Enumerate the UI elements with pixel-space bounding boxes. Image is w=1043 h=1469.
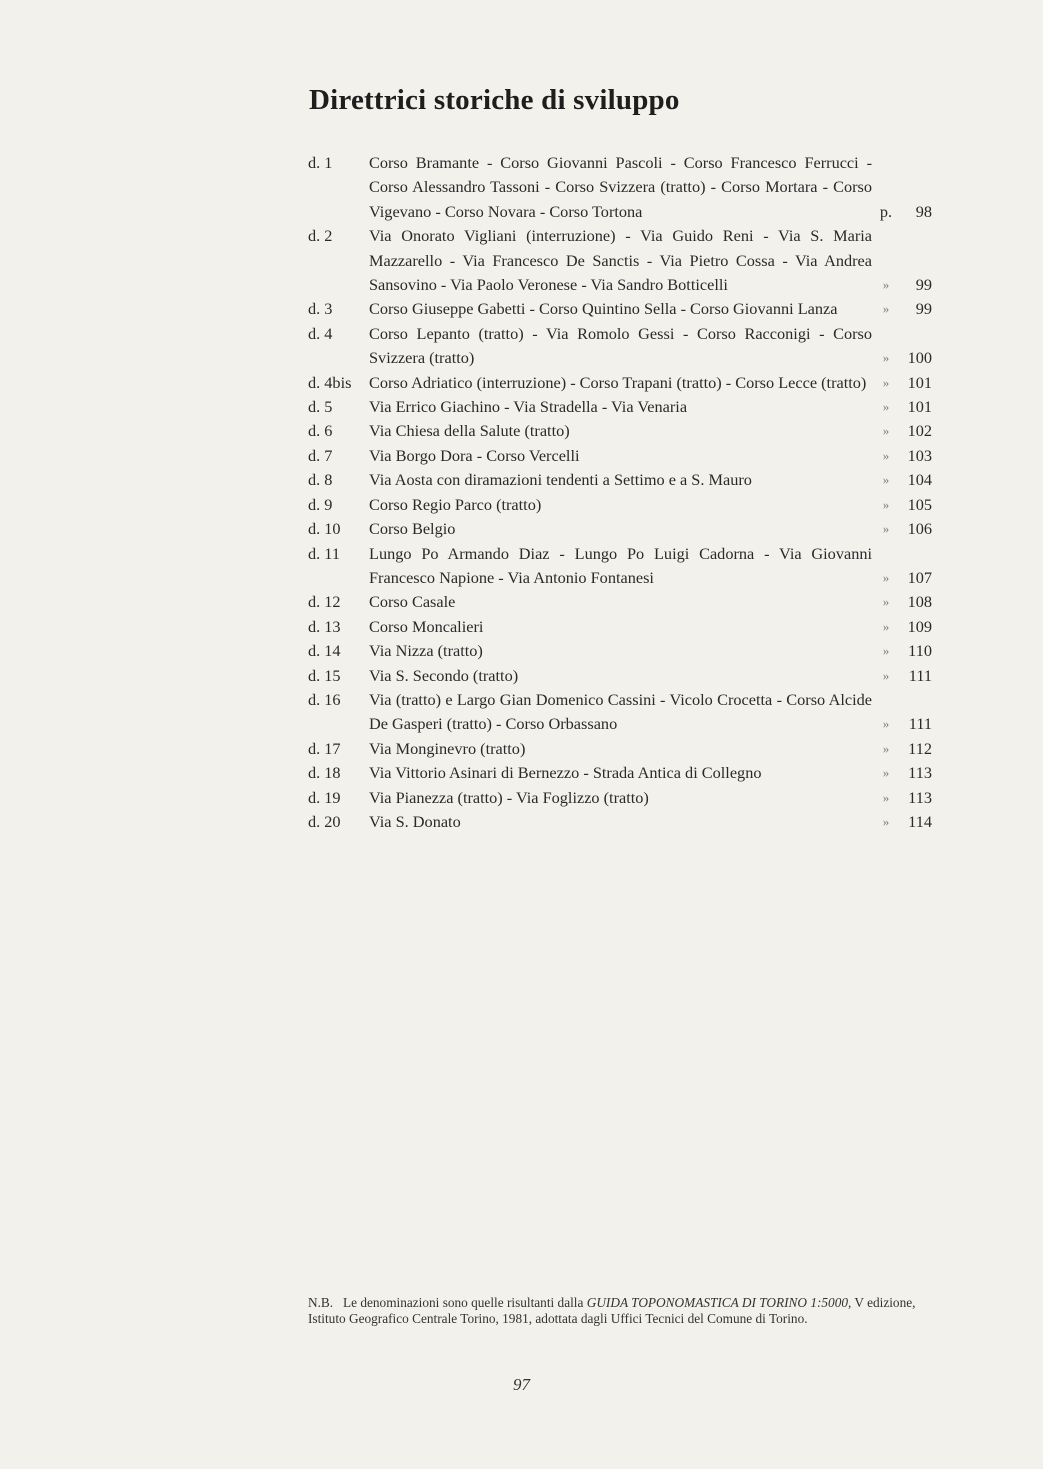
entry-number: d. 11: [308, 543, 340, 563]
entry-page: 112: [908, 738, 932, 758]
entry-number: d. 13: [308, 616, 341, 636]
toc-entry: [308, 395, 948, 419]
entry-page: 99: [915, 275, 932, 295]
footnote: [308, 1295, 940, 1327]
entry-page: 104: [907, 470, 932, 490]
ditto-mark: »: [882, 643, 890, 659]
entry-page: 113: [908, 763, 932, 783]
entry-number: d. 5: [308, 397, 333, 417]
entry-page: 98: [915, 201, 932, 221]
entry-number: d. 12: [308, 592, 341, 612]
entry-page: 102: [907, 421, 932, 441]
entry-number: d. 16: [308, 689, 341, 709]
entry-page: 103: [907, 445, 932, 465]
toc-entry: [308, 688, 948, 737]
entry-number: d. 18: [308, 763, 341, 783]
entry-number: d. 3: [308, 299, 333, 319]
entry-number: d. 7: [308, 445, 333, 465]
ditto-mark: »: [882, 618, 890, 634]
entry-number: d. 20: [308, 811, 341, 831]
entry-number: d. 2: [308, 226, 333, 246]
ditto-mark: »: [882, 716, 890, 732]
ditto-mark: »: [882, 740, 890, 756]
ditto-mark: »: [882, 813, 890, 829]
toc-entry: [308, 224, 948, 297]
entry-page: 101: [907, 372, 932, 392]
entry-number: d. 1: [308, 153, 333, 172]
entry-streets: Via Borgo Dora - Corso Vercelli: [369, 445, 580, 465]
entry-number: d. 17: [308, 738, 341, 758]
entry-page: 107: [907, 567, 932, 587]
toc-entry: [308, 468, 948, 492]
entry-streets: Corso Bramante - Corso Giovanni Pascoli - Corso Francesco Ferrucci - Corso Alessandro Tassoni - Corso Svizzera (tratto) - Corso Mortara - Corso Vigevano - Corso Novara - Corso Tortona: [369, 153, 872, 221]
entry-page: 100: [907, 348, 932, 368]
toc-entry: [308, 786, 948, 810]
entry-number: d. 6: [308, 421, 333, 441]
entry-number: d. 8: [308, 470, 333, 490]
entry-streets: Via Vittorio Asinari di Bernezzo - Strada Antica di Collegno: [369, 763, 762, 783]
entry-streets: Lungo Po Armando Diaz - Lungo Po Luigi Cadorna - Via Giovanni Francesco Napione - Via Antonio Fontanesi: [369, 543, 872, 587]
entry-number: d. 10: [308, 519, 341, 539]
ditto-mark: »: [882, 399, 890, 415]
entry-page: 108: [907, 592, 932, 612]
entry-streets: Via Nizza (tratto): [369, 641, 483, 661]
ditto-mark: »: [882, 472, 890, 488]
entry-page: 109: [907, 616, 932, 636]
entry-streets: Corso Lepanto (tratto) - Via Romolo Gessi - Corso Racconigi - Corso Svizzera (tratto): [369, 323, 872, 368]
ditto-mark: »: [882, 765, 890, 781]
ditto-mark: »: [882, 789, 890, 805]
table-of-contents: [308, 151, 948, 834]
toc-entry: [308, 419, 948, 443]
entry-streets: Via Chiesa della Salute (tratto): [369, 421, 570, 441]
toc-entry: [308, 639, 948, 663]
page-title: Direttrici storiche di sviluppo: [309, 84, 680, 116]
footnote-italic-title: GUIDA TOPONOMASTICA DI TORINO 1:5000: [586, 1295, 848, 1310]
entry-streets: Corso Belgio: [369, 519, 456, 539]
entry-streets: Via Pianezza (tratto) - Via Foglizzo (tratto): [369, 787, 649, 807]
entry-number: d. 9: [308, 494, 333, 514]
ditto-mark: »: [882, 447, 890, 463]
footnote-text-before: Le denominazioni sono quelle risultanti dalla: [343, 1295, 587, 1310]
ditto-mark: »: [882, 374, 890, 390]
entry-streets: Corso Adriatico (interruzione) - Corso Trapani (tratto) - Corso Lecce (tratto): [369, 372, 867, 392]
ditto-mark: »: [882, 423, 890, 439]
toc-entry: [308, 322, 948, 371]
footnote-text-after: , V edizione, Istituto Geografico Centrale Torino, 1981, adottata dagli Uffici Tecnici del Comune di Torino.: [308, 1295, 916, 1326]
entry-streets: Corso Regio Parco (tratto): [369, 494, 542, 514]
toc-entry: [308, 493, 948, 517]
ditto-mark: »: [882, 301, 890, 317]
entry-streets: Corso Casale: [369, 592, 456, 612]
entry-page: 99: [915, 299, 932, 319]
entry-number: d. 19: [308, 787, 341, 807]
entry-page: 105: [907, 494, 932, 514]
entry-page: 106: [907, 519, 932, 539]
toc-entry: [308, 371, 948, 395]
toc-entry: [308, 542, 948, 591]
entry-page: 101: [907, 397, 932, 417]
toc-entry: [308, 444, 948, 468]
ditto-mark: »: [882, 350, 890, 366]
entry-number: d. 4bis: [308, 372, 352, 392]
entry-streets: Via Monginevro (tratto): [369, 738, 526, 758]
footnote-label: N.B.: [308, 1295, 334, 1310]
entry-page: 111: [908, 714, 932, 734]
entry-page: 111: [908, 665, 932, 685]
toc-entry: [308, 151, 948, 224]
ditto-mark: »: [882, 594, 890, 610]
entry-number: d. 14: [308, 641, 341, 661]
toc-entry: [308, 664, 948, 688]
entry-streets: Corso Moncalieri: [369, 616, 484, 636]
entry-page: 110: [908, 641, 932, 661]
entry-number: d. 15: [308, 665, 341, 685]
toc-entry: [308, 590, 948, 614]
entry-streets: Via Errico Giachino - Via Stradella - Via Venaria: [369, 397, 688, 417]
entry-streets: Via Aosta con diramazioni tendenti a Settimo e a S. Mauro: [369, 470, 752, 490]
toc-entry: [308, 615, 948, 639]
toc-entry: [308, 737, 948, 761]
ditto-mark: »: [882, 667, 890, 683]
entry-streets: Via S. Donato: [369, 811, 461, 831]
entry-streets: Corso Giuseppe Gabetti - Corso Quintino Sella - Corso Giovanni Lanza: [369, 299, 838, 319]
ditto-mark: »: [882, 496, 890, 512]
toc-entry: [308, 761, 948, 785]
entry-streets: Via Onorato Vigliani (interruzione) - Via Guido Reni - Via S. Maria Mazzarello - Via Francesco De Sanctis - Via Pietro Cossa - Via Andrea Sansovino - Via Paolo Veronese - Via Sandro Botticelli: [369, 226, 872, 295]
page-abbrev: p.: [879, 201, 893, 221]
toc-entry: [308, 297, 948, 321]
page-number: 97: [513, 1375, 530, 1394]
entry-page: 114: [908, 811, 932, 831]
entry-streets: Via (tratto) e Largo Gian Domenico Cassini - Vicolo Crocetta - Corso Alcide De Gasperi (tratto) - Corso Orbassano: [369, 689, 872, 734]
toc-entry: [308, 517, 948, 541]
ditto-mark: »: [882, 521, 890, 537]
toc-entry: [308, 810, 948, 834]
entry-streets: Via S. Secondo (tratto): [369, 665, 519, 685]
entry-number: d. 4: [308, 323, 333, 343]
ditto-mark: »: [882, 569, 890, 585]
entry-page: 113: [908, 787, 932, 807]
ditto-mark: »: [882, 277, 890, 293]
